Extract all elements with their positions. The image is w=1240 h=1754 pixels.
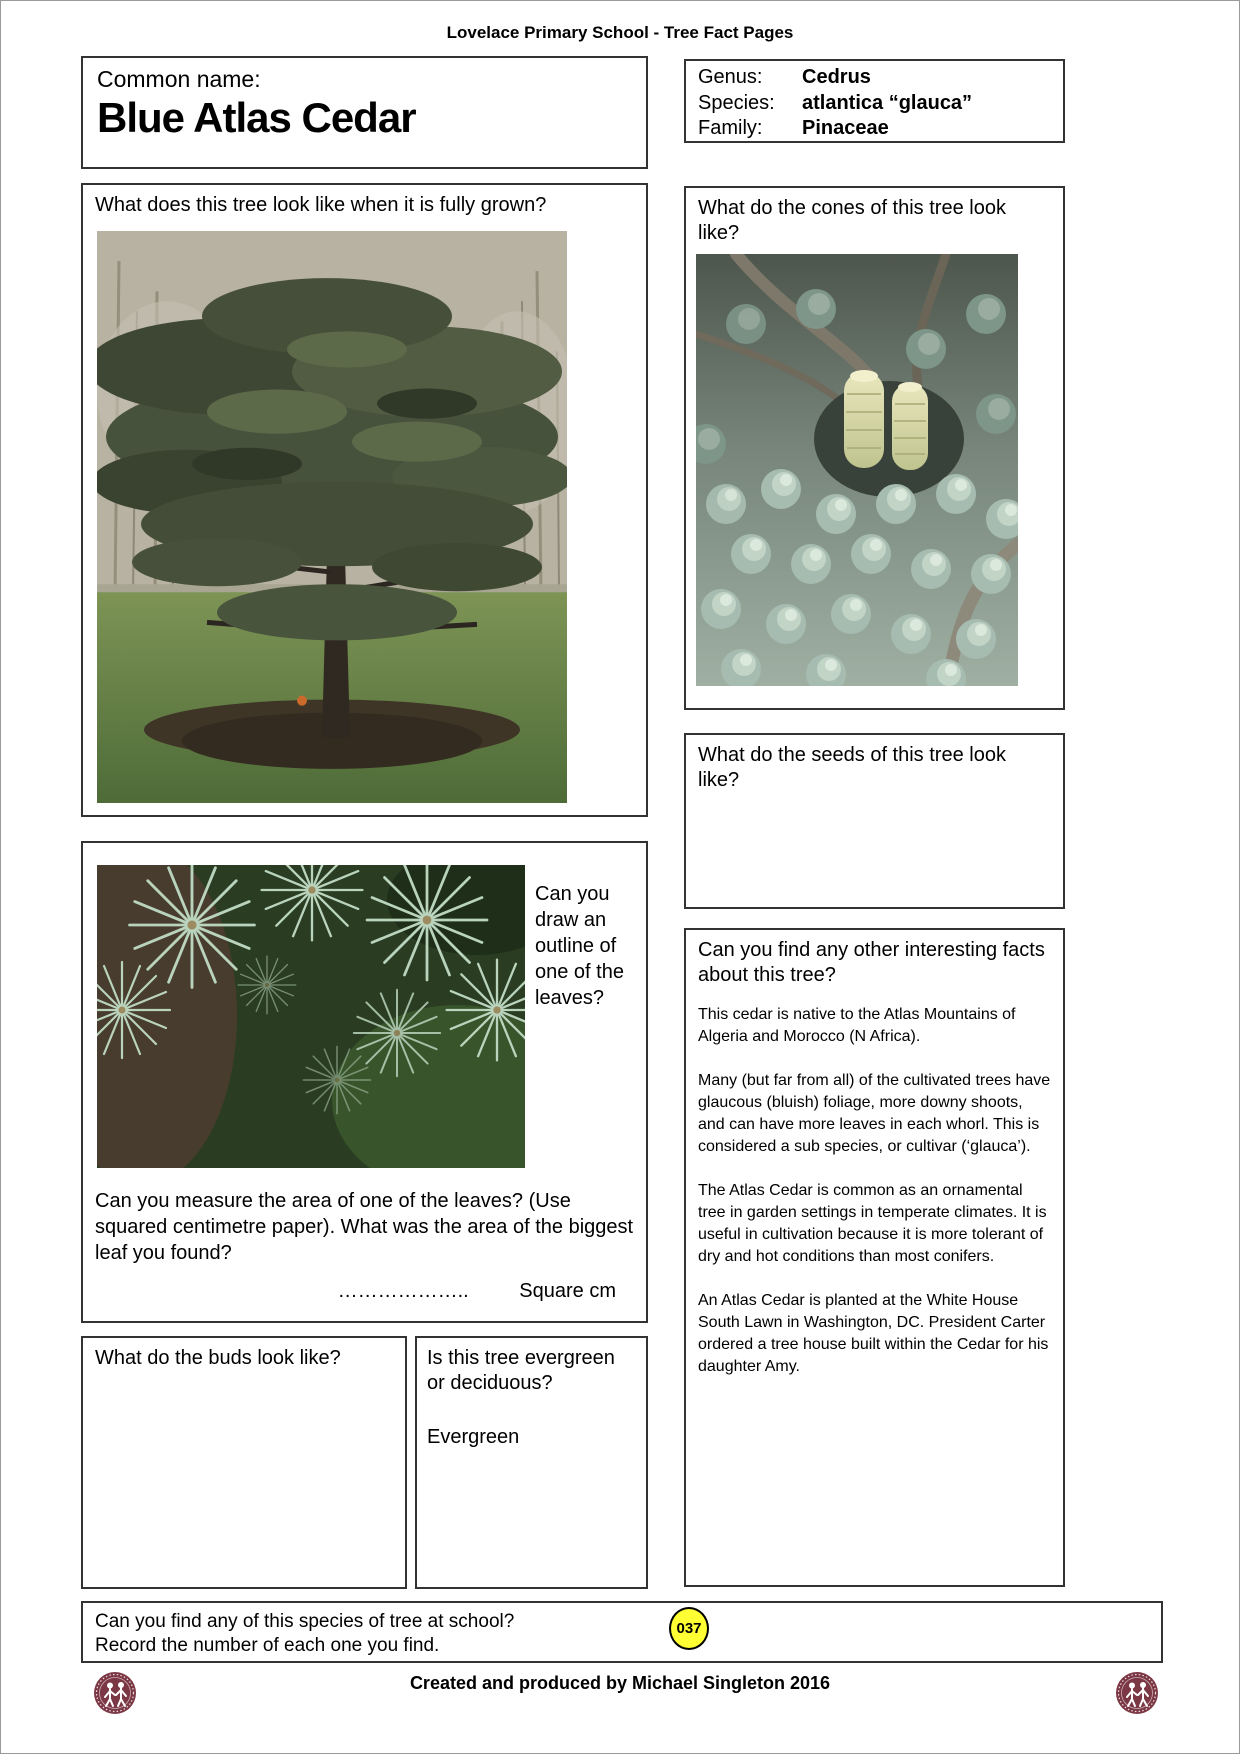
mature-tree-photo [97, 231, 567, 803]
genus-row [698, 65, 1051, 91]
facts-box [684, 928, 1065, 1587]
species-value: atlantica “glauca” [802, 91, 973, 114]
cones-box [684, 186, 1065, 710]
footer-credit: Created and produced by Michael Singleton 2016 [409, 1673, 831, 1693]
measure-area-prompt: Can you measure the area of one of the leaves? (Use squared centimetre paper). What was the area of the biggest leaf you found? [95, 1190, 634, 1264]
family-value: Pinaceae [802, 117, 889, 139]
evergreen-box [415, 1336, 648, 1589]
fully-grown-box [81, 183, 648, 817]
school-survey-line2: Record the number of each one you find. [95, 1635, 440, 1656]
cones-photo [696, 254, 1018, 686]
common-name-value: Blue Atlas Cedar [97, 94, 416, 141]
buds-box [81, 1336, 407, 1589]
seeds-question: What do the seeds of this tree look like? [698, 744, 1006, 791]
evergreen-question: Is this tree evergreen or deciduous? [427, 1347, 615, 1394]
answer-dots: ……………….. [337, 1280, 469, 1302]
school-logo-icon [1115, 1671, 1159, 1715]
fully-grown-question: What does this tree look like when it is fully grown? [95, 194, 547, 216]
facts-paragraph: The Atlas Cedar is common as an ornamental tree in garden settings in temperate climates. It is useful in cultivation because it is more tolerant of dry and hot conditions than most conifers. [698, 1182, 1047, 1265]
common-name-label: Common name: [97, 66, 261, 92]
school-survey-box [81, 1601, 1163, 1663]
leaves-box [81, 841, 648, 1323]
school-survey-line1: Can you find any of this species of tree at school? [95, 1611, 515, 1632]
draw-outline-prompt: Can you draw an outline of one of the leaves? [535, 883, 624, 1009]
genus-value: Cedrus [802, 66, 871, 88]
evergreen-answer: Evergreen [427, 1426, 520, 1448]
square-cm-label: Square cm [519, 1280, 616, 1302]
family-label: Family: [698, 117, 763, 139]
seeds-box [684, 733, 1065, 909]
facts-paragraph: This cedar is native to the Atlas Mountains of Algeria and Morocco (N Africa). [698, 1006, 1016, 1045]
taxonomy-box [684, 59, 1065, 143]
facts-question: Can you find any other interesting facts about this tree? [698, 939, 1045, 986]
common-name-box [81, 56, 648, 169]
family-row [698, 116, 1051, 142]
facts-paragraph: Many (but far from all) of the cultivated trees have glaucous (bluish) foliage, more downy shoots, and can have more leaves in each whorl. This is considered a sub species, or cultivar (‘glauca’). [698, 1072, 1051, 1155]
leaves-photo [97, 865, 525, 1168]
page-title: Lovelace Primary School - Tree Fact Pages [446, 23, 794, 42]
cones-question: What do the cones of this tree look like? [698, 197, 1006, 244]
species-row [698, 91, 1051, 117]
facts-paragraph: An Atlas Cedar is planted at the White House South Lawn in Washington, DC. President Carter ordered a tree house built within the Cedar for his daughter Amy. [698, 1292, 1049, 1375]
genus-label: Genus: [698, 66, 763, 88]
buds-question: What do the buds look like? [95, 1347, 341, 1369]
school-logo-icon [93, 1671, 137, 1715]
species-label: Species: [698, 91, 775, 114]
area-answer-row [83, 1280, 616, 1303]
page-number-badge: 037 [669, 1607, 709, 1650]
